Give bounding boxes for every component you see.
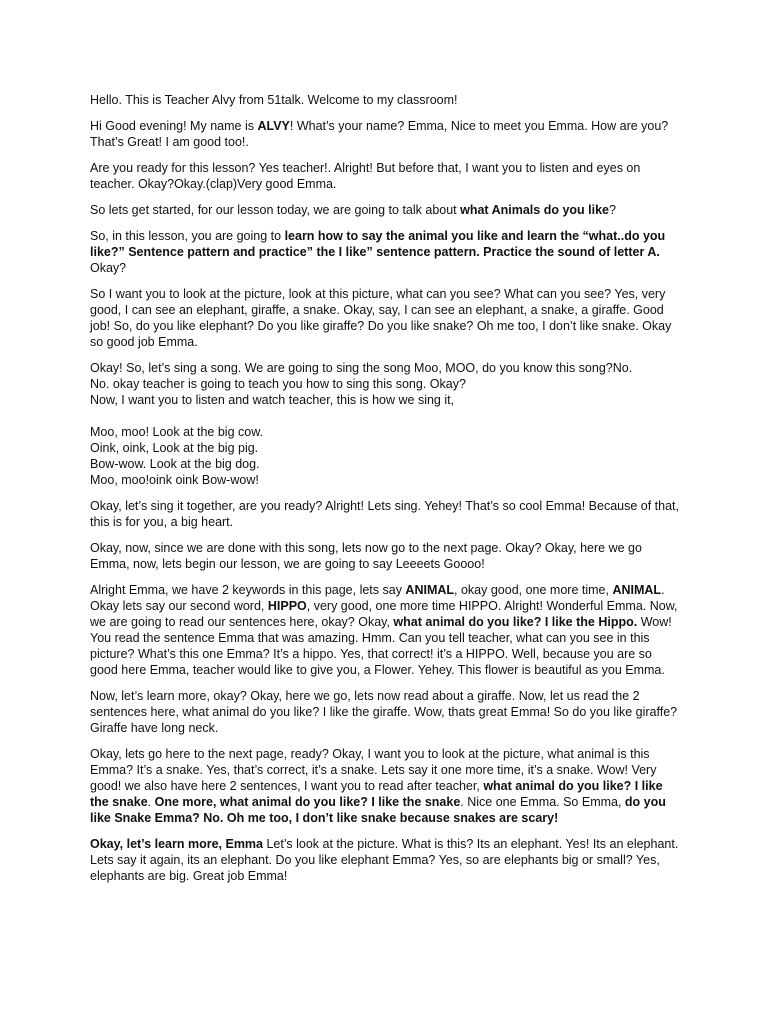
paragraph-ready: Are you ready for this lesson? Yes teacher!. Alright! But before that, I want you to listen and eyes on teacher. Okay?Okay.(clap)Very good Emma. [90, 161, 641, 191]
text-run: Hi Good evening! My name is [90, 119, 258, 133]
paragraph-next-page: Okay, now, since we are done with this song, lets now go to the next page. Okay? Okay, here we go Emma, now, lets begin our lesson, we are going to say Leeeets Goooo! [90, 541, 642, 571]
text-run: . Nice one Emma. So Emma, [460, 795, 625, 809]
text-run: . [147, 795, 155, 809]
paragraph-giraffe: Now, let’s learn more, okay? Okay, here we go, lets now read about a giraffe. Now, let us read the 2 sentences here, what animal do you like? I like the giraffe. Wow, thats great Emma! So do you like giraffe? Giraffe have long neck. [90, 689, 678, 735]
text-run: Okay, lets go here to the next page, ready? Okay, I want you to look at the picture, what animal is this Emma? It’s a snake. Yes, that’s correct, it’s a snake. Lets say it one more time, it’s a snake. Wow! Very good! we also have here 2 sentences, I want you to read after teacher, [90, 747, 657, 793]
bold-run: Okay, let’s learn more, Emma [90, 837, 263, 851]
text-run: , very good, one more time HIPPO. Alright! Wonderful Emma. Now, we are going to read our sentences here, okay? Okay, [90, 599, 678, 629]
bold-run: ANIMAL [405, 583, 455, 597]
text-run: Okay? [90, 261, 127, 275]
bold-run: do you like Snake Emma? No. Oh me too, I don’t like snake because snakes are scary! [90, 795, 666, 825]
paragraph-sing-together: Okay, let’s sing it together, are you ready? Alright! Lets sing. Yehey! That’s so cool Emma! Because of that, this is for you, a big heart. [90, 499, 679, 529]
paragraph-keywords [90, 582, 680, 678]
text-run: So lets get started, for our lesson today, we are going to talk about [90, 203, 461, 217]
lyric-line: Moo, moo! Look at the big cow. [90, 425, 264, 439]
paragraph-snake [90, 746, 680, 826]
text-run: , okay good, one more time, [454, 583, 613, 597]
bold-run: One more, what animal do you like? I like the snake [154, 795, 461, 809]
text-line: Okay! So, let’s sing a song. We are going to sing the song Moo, MOO, do you know this song?No. [90, 361, 633, 375]
bold-run: ANIMAL [612, 583, 662, 597]
lyric-line: Oink, oink, Look at the big pig. [90, 441, 259, 455]
text-run: Let’s look at the picture. What is this? Its an elephant. Yes! Its an elephant. Lets say it again, its an elephant. Do you like elephant Emma? Yes, so are elephants big or small? Yes, elephants are big. Great job Emma! [90, 837, 679, 883]
paragraph-lesson-goals [90, 228, 680, 276]
text-line: Now, I want you to listen and watch teacher, this is how we sing it, [90, 393, 455, 407]
bold-run: what animal do you like? I like the Hippo. [393, 615, 638, 629]
paragraph-introduction [90, 118, 680, 150]
lyric-line: Bow-wow. Look at the big dog. [90, 457, 260, 471]
paragraph-greeting: Hello. This is Teacher Alvy from 51talk. Welcome to my classroom! [90, 93, 458, 107]
text-run: Alright Emma, we have 2 keywords in this page, lets say [90, 583, 406, 597]
song-lyrics [90, 424, 680, 488]
paragraph-song-intro [90, 360, 680, 408]
bold-run: ALVY [257, 119, 290, 133]
paragraph-picture: So I want you to look at the picture, look at this picture, what can you see? What can you see? Yes, very good, I can see an elephant, giraffe, a snake. Okay, say, I can see an elephant, a snake, a giraffe. Good job! So, do you like elephant? Do you like giraffe? Do you like snake? Oh me too, I don’t like snake. Okay so good job Emma. [90, 287, 672, 349]
text-run: . Okay lets say our second word, [90, 583, 665, 613]
bold-run: what Animals do you like [460, 203, 609, 217]
paragraph-lesson-topic [90, 202, 680, 218]
bold-run: what animal do you like? I like the snake [90, 779, 663, 809]
text-run: So, in this lesson, you are going to [90, 229, 285, 243]
text-run: Wow! You read the sentence Emma that was amazing. Hmm. Can you tell teacher, what can you see in this picture? What’s this one Emma? It’s a hippo. Yes, that correct! it’s a HIPPO. Well, because you are so good here Emma, teacher would like to give you, a Flower. Yehey. This flower is beautiful as you Emma. [90, 615, 672, 677]
bold-run: HIPPO [267, 599, 307, 613]
lyric-line: Moo, moo!oink oink Bow-wow! [90, 473, 259, 487]
paragraph-elephant [90, 836, 680, 884]
bold-run: learn how to say the animal you like and learn the “what..do you like?” Sentence pattern and practice” the I like” sentence pattern. Practice the sound of letter A. [90, 229, 666, 259]
text-line: No. okay teacher is going to teach you how to sing this song. Okay? [90, 377, 466, 391]
text-run: ! What’s your name? Emma, Nice to meet you Emma. How are you? That’s Great! I am good too!. [90, 119, 669, 149]
text-run: ? [609, 203, 616, 217]
